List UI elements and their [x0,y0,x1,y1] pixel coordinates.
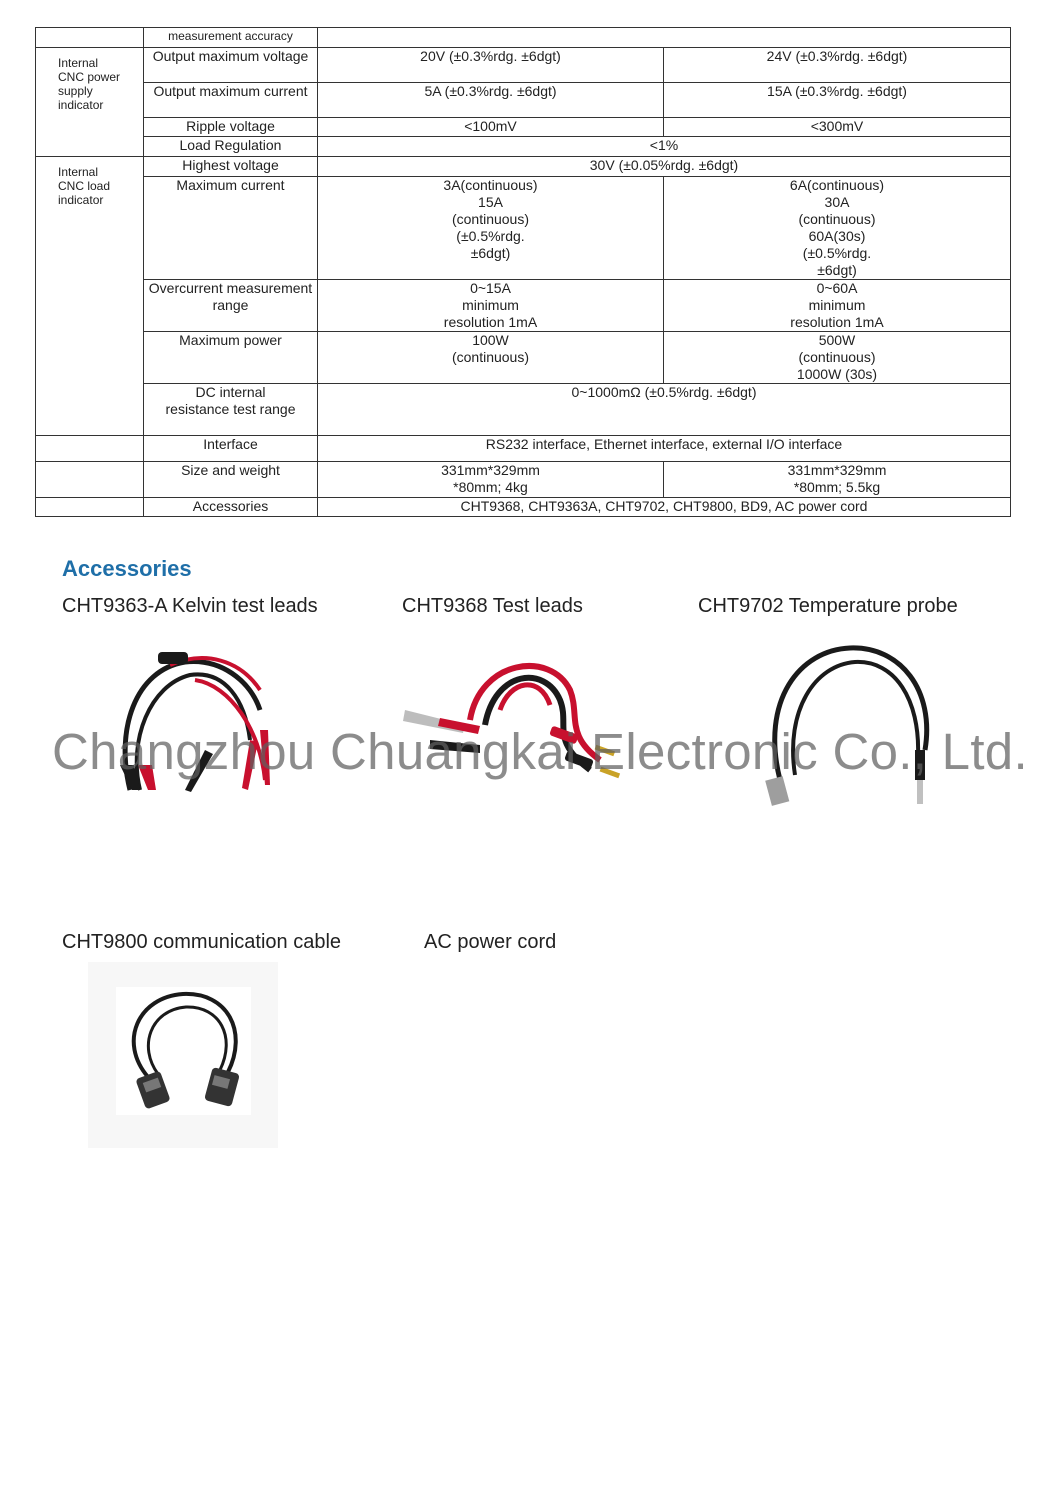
accessory-label-comm-cable: CHT9800 communication cable [62,931,342,953]
value-cell: <100mV [318,118,664,137]
table-row [36,157,1011,177]
group-label-power-supply: Internal CNC power supply indicator [36,48,144,157]
table-row [36,48,1011,83]
accessory-label-kelvin: CHT9363-A Kelvin test leads [62,595,318,617]
value-cell: <300mV [664,118,1011,137]
param-cell: measurement accuracy [144,28,318,48]
table-row [36,118,1011,137]
table-row [36,332,1011,384]
table-row [36,462,1011,498]
value-cell: 331mm*329mm *80mm; 5.5kg [664,462,1011,498]
table-row [36,83,1011,118]
param-cell: Maximum power [144,332,318,384]
param-cell: DC internal resistance test range [144,384,318,436]
value-cell: 30V (±0.05%rdg. ±6dgt) [318,157,1011,177]
accessories-heading: Accessories [62,556,192,581]
table-row [36,280,1011,332]
param-cell: Interface [144,436,318,462]
accessory-label-power-cord: AC power cord [424,931,557,953]
communication-cable-image [88,962,278,1148]
accessory-label-test-leads: CHT9368 Test leads [402,595,583,617]
value-cell: 0~60A minimum resolution 1mA [664,280,1011,332]
table-row [36,28,1011,48]
value-cell: 15A (±0.3%rdg. ±6dgt) [664,83,1011,118]
value-cell: 24V (±0.3%rdg. ±6dgt) [664,48,1011,83]
value-cell: 100W (continuous) [318,332,664,384]
value-cell: CHT9368, CHT9363A, CHT9702, CHT9800, BD9, AC power cord [318,498,1011,517]
value-cell: 3A(continuous) 15A (continuous) (±0.5%rdg. ±6dgt) [318,177,664,280]
group-label-load: Internal CNC load indicator [36,157,144,436]
value-cell: 0~1000mΩ (±0.5%rdg. ±6dgt) [318,384,1011,436]
table-row [36,498,1011,517]
table-row [36,177,1011,280]
param-cell: Ripple voltage [144,118,318,137]
param-cell: Highest voltage [144,157,318,177]
value-cell: RS232 interface, Ethernet interface, external I/O interface [318,436,1011,462]
param-cell: Accessories [144,498,318,517]
spec-table [35,27,1011,517]
param-cell: Maximum current [144,177,318,280]
table-row [36,436,1011,462]
param-cell: Load Regulation [144,137,318,157]
value-cell: 5A (±0.3%rdg. ±6dgt) [318,83,664,118]
value-cell: 6A(continuous) 30A (continuous) 60A(30s) (±0.5%rdg. ±6dgt) [664,177,1011,280]
value-cell: 0~15A minimum resolution 1mA [318,280,664,332]
param-cell: Output maximum voltage [144,48,318,83]
table-row [36,384,1011,436]
param-cell: Size and weight [144,462,318,498]
accessory-label-temp-probe: CHT9702 Temperature probe [698,595,958,617]
company-watermark: Changzhou Chuangkai Electronic Co., Ltd. [52,723,1028,780]
value-cell: 331mm*329mm *80mm; 4kg [318,462,664,498]
param-cell: Overcurrent measurement range [144,280,318,332]
table-row [36,137,1011,157]
value-cell: <1% [318,137,1011,157]
value-cell: 20V (±0.3%rdg. ±6dgt) [318,48,664,83]
value-cell: 500W (continuous) 1000W (30s) [664,332,1011,384]
param-cell: Output maximum current [144,83,318,118]
